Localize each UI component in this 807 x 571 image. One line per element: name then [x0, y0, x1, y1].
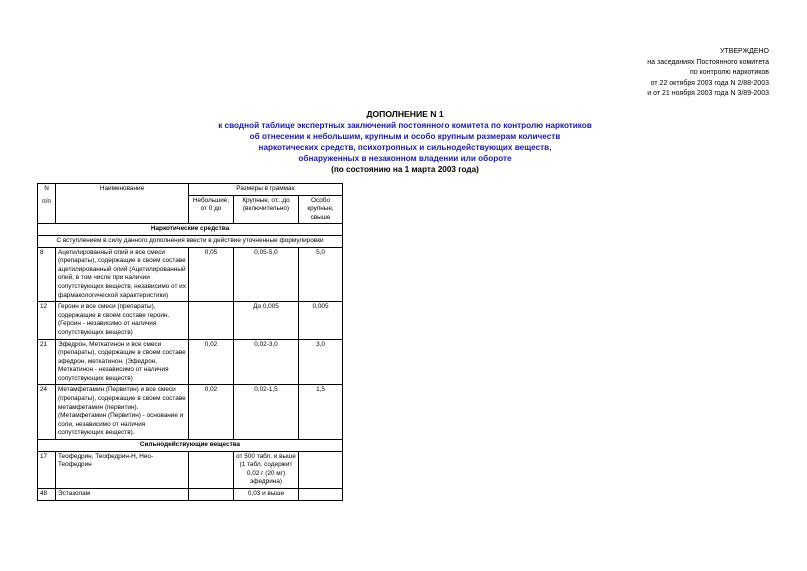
cell-xlarge: 3,0: [299, 339, 343, 385]
cell-small: [189, 451, 234, 488]
cell-small: [189, 489, 234, 501]
sizes-table: [37, 183, 343, 501]
cell-name: Ацетилированный опий и все смеси (препараты), содержащие в своем составе ацетилированный опий (Ацетилированный опий, в том числе при наличии сопутствующих веществ, независимо от их фармакологической характеристики): [56, 247, 189, 302]
title-line[interactable]: к сводной таблице экспертных заключений постоянного комитета по контролю наркотиков: [218, 121, 592, 130]
section-note: С вступлением в силу данного дополнения ввести в действие уточненные формулировки: [38, 235, 343, 247]
header-small: Небольшие, от 0 до: [189, 195, 234, 224]
section-potent: Сильнодействующие вещества: [38, 440, 343, 452]
cell-number: 17: [38, 451, 56, 488]
title-line[interactable]: наркотических средств, психотропных и сильнодействующих веществ,: [258, 143, 552, 152]
cell-xlarge: [299, 489, 343, 501]
header-xlarge: Особо крупные, свыше: [299, 195, 343, 224]
cell-small: [189, 302, 234, 339]
cell-large: 0,02-1,5: [234, 385, 299, 440]
title-main: ДОПОЛНЕНИЕ N 1: [366, 109, 444, 119]
section-row: [38, 440, 343, 452]
cell-small: 0,02: [189, 385, 234, 440]
header-name: Наименование: [56, 184, 189, 224]
header-large: Крупные, от...до (включительно): [234, 195, 299, 224]
approval-line: на заседаниях Постоянного комитета: [647, 58, 769, 66]
cell-large: 0,05-5,0: [234, 247, 299, 302]
cell-number: 21: [38, 339, 56, 385]
cell-small: 0,02: [189, 339, 234, 385]
cell-name: Теофедрин, Теофедрин-Н, Нео-Теофедрин: [56, 451, 189, 488]
table-header-row: [38, 184, 343, 196]
table-row: [38, 302, 343, 339]
section-row: [38, 224, 343, 236]
table-row: [38, 451, 343, 488]
title-date: (по состоянию на 1 марта 2003 года): [331, 165, 479, 174]
cell-number: 12: [38, 302, 56, 339]
header-sizes: Размеры в граммах: [189, 184, 343, 196]
approval-stamp: [647, 47, 769, 100]
note-row: [38, 235, 343, 247]
header-number: N п/п: [38, 184, 56, 224]
cell-small: 0,05: [189, 247, 234, 302]
cell-xlarge: 1,5: [299, 385, 343, 440]
table-row: [38, 385, 343, 440]
title-line[interactable]: обнаруженных в незаконном владении или обороте: [298, 154, 512, 163]
cell-name: Эфедрон, Меткатинон и все смеси (препараты), содержащие в своем составе эфедрон, меткатинон. (Эфедрон, Меткатинон - независимо от наличия сопутствующих веществ): [56, 339, 189, 385]
cell-name: Метамфетамин (Первитин) и все смеси (препараты), содержащие в своем составе метамфетамин (первитин). (Метамфетамин (Первитин) - основание и соли, независимо от наличия сопутствующих веществ).: [56, 385, 189, 440]
cell-large: 0,02-3,0: [234, 339, 299, 385]
cell-number: 8: [38, 247, 56, 302]
title-line[interactable]: об отнесении к небольшим, крупным и особо крупным размерам количеств: [249, 132, 561, 141]
cell-name: Героин и все смеси (препараты), содержащие в своем составе героин. (Героин - независимо от наличия сопутствующих веществ): [56, 302, 189, 339]
approval-line: УТВЕРЖДЕНО: [719, 48, 769, 55]
cell-xlarge: 0,005: [299, 302, 343, 339]
document-title: [150, 109, 660, 175]
section-narcotics: Наркотические средства: [38, 224, 343, 236]
cell-large: До 0,005: [234, 302, 299, 339]
cell-large: 0,03 и выше: [234, 489, 299, 501]
cell-xlarge: 5,0: [299, 247, 343, 302]
approval-line: по контролю наркотиков: [689, 69, 769, 76]
approval-line: от 22 октября 2003 года N 2/88-2003: [650, 79, 769, 87]
cell-number: 48: [38, 489, 56, 501]
cell-xlarge: [299, 451, 343, 488]
table-row: [38, 339, 343, 385]
cell-large: от 500 табл. и выше (1 табл. содержит 0,02 г (20 мг) эфедрина): [234, 451, 299, 488]
approval-line: и от 21 ноября 2003 года N 3/89-2003: [647, 90, 769, 97]
table-row: [38, 489, 343, 501]
cell-number: 24: [38, 385, 56, 440]
cell-name: Эстазолам: [56, 489, 189, 501]
table-row: [38, 247, 343, 302]
